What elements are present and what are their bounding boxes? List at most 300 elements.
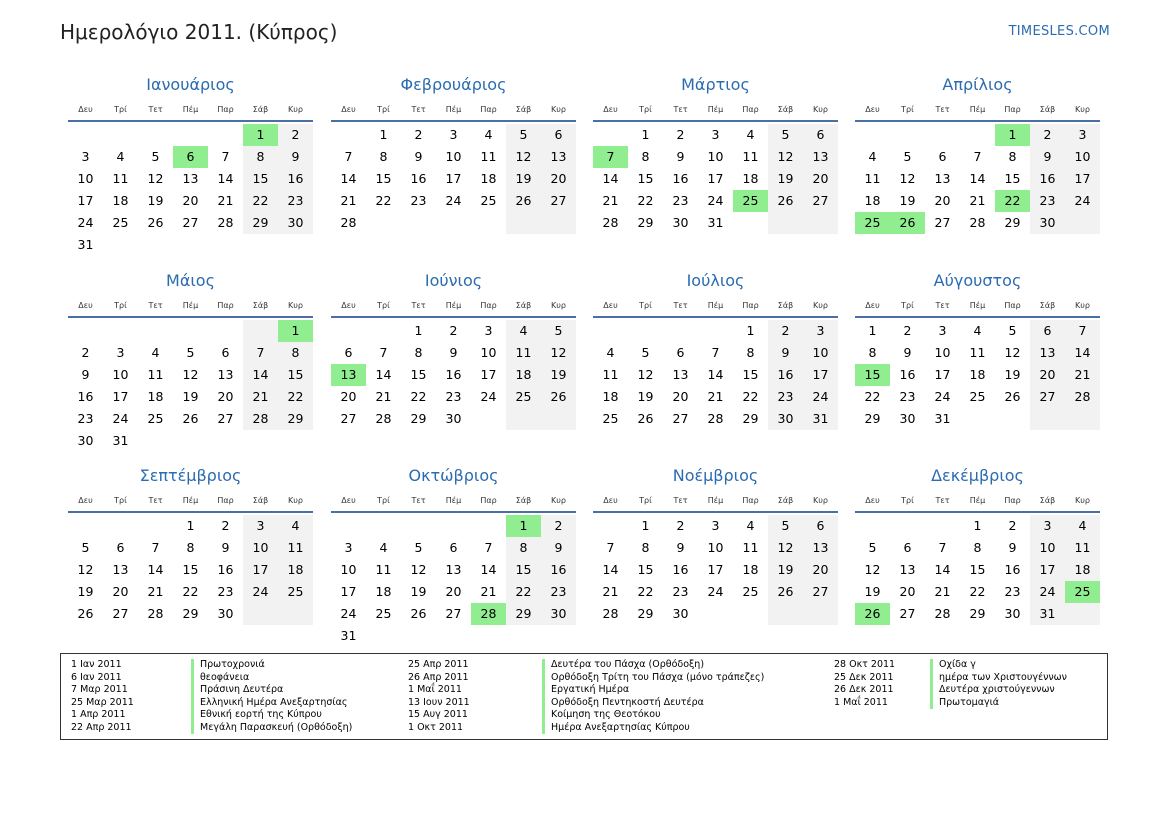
day-cell: 1 [379,127,388,142]
day-cell: 30 [899,411,916,426]
day-cell: 6 [676,345,685,360]
page-title: Ημερολόγιο 2011. (Κύπρος) [60,20,338,44]
day-cell: 6 [116,540,125,555]
weekday-label: Σάβ [515,496,532,505]
day-cell: 22 [864,389,881,404]
month-days [331,320,576,452]
legend-holiday-name: Εθνική εορτή της Κύπρου [191,709,352,722]
weekday-label: Κυρ [551,105,566,114]
day-cell: 20 [812,562,829,577]
legend-holiday-name: Ημέρα Ανεξαρτησίας Κύπρου [542,722,764,735]
day-cell: 4 [606,345,615,360]
day-cell: 14 [252,367,269,382]
legend-holiday-name: Οχίδα γ [930,659,1067,672]
day-cell: 19 [864,584,881,599]
legend-holiday-name: Εργατική Ημέρα [542,684,764,697]
weekday-label: Τρί [114,301,127,310]
day-cell: 23 [217,584,234,599]
day-cell: 14 [969,171,986,186]
day-cell: 26 [410,606,427,621]
day-cell: 18 [147,389,164,404]
day-cell: 15 [375,171,392,186]
day-cell: 26 [550,389,567,404]
month-name: Ιούνιος [424,271,483,290]
month-days [68,515,313,647]
legend-date: 15 Αυγ 2011 [408,709,468,720]
day-cell: 2 [903,323,912,338]
day-cell: 18 [287,562,304,577]
day-cell: 12 [515,149,532,164]
day-cell: 8 [414,345,423,360]
weekday-label: Τρί [901,301,914,310]
holiday-day-cell: 1 [243,124,278,146]
day-cell: 2 [676,518,685,533]
day-cell: 28 [375,411,392,426]
day-cell: 27 [550,193,567,208]
weekday-label: Πέμ [707,105,724,114]
day-cell: 20 [899,584,916,599]
day-cell: 18 [864,193,881,208]
day-cell: 15 [637,562,654,577]
day-cell: 14 [707,367,724,382]
day-cell: 20 [550,171,567,186]
month-calendar [331,266,576,452]
day-cell: 27 [217,411,234,426]
legend-name-column [191,659,352,734]
day-cell: 29 [410,411,427,426]
day-cell: 20 [934,193,951,208]
day-cell: 30 [287,215,304,230]
day-cell: 30 [672,606,689,621]
month-days [593,320,838,452]
day-cell: 17 [707,562,724,577]
weekday-label: Τρί [377,496,390,505]
day-cell: 1 [186,518,195,533]
weekday-header [331,296,576,318]
day-cell: 5 [519,127,528,142]
day-cell: 17 [480,367,497,382]
day-cell: 28 [969,215,986,230]
day-cell: 1 [641,518,650,533]
day-cell: 24 [1074,193,1091,208]
day-cell: 14 [602,171,619,186]
day-cell: 9 [676,540,685,555]
day-cell: 7 [711,345,720,360]
day-cell: 22 [287,389,304,404]
day-cell: 20 [112,584,129,599]
day-cell: 4 [868,149,877,164]
day-cell: 28 [252,411,269,426]
day-cell: 29 [1004,215,1021,230]
day-cell: 8 [186,540,195,555]
day-cell: 14 [375,367,392,382]
day-cell: 10 [1074,149,1091,164]
day-cell: 29 [287,411,304,426]
day-cell: 16 [287,171,304,186]
weekday-label: Τετ [148,496,163,505]
day-cell: 2 [291,127,300,142]
month-days [855,320,1100,452]
day-cell: 9 [449,345,458,360]
day-cell: 21 [340,193,357,208]
day-cell: 26 [777,193,794,208]
weekday-label: Τρί [114,105,127,114]
weekday-label: Παρ [742,301,759,310]
weekday-label: Τρί [114,496,127,505]
day-cell: 27 [672,411,689,426]
day-cell: 29 [864,411,881,426]
weekday-label: Κυρ [813,105,828,114]
day-cell: 24 [934,389,951,404]
day-cell: 20 [340,389,357,404]
day-cell: 10 [252,540,269,555]
day-cell: 8 [746,345,755,360]
legend-holiday-name: Πράσινη Δευτέρα [191,684,352,697]
day-cell: 19 [182,389,199,404]
day-cell: 6 [903,540,912,555]
day-cell: 28 [602,606,619,621]
weekday-label: Σάβ [1039,105,1056,114]
day-cell: 22 [637,584,654,599]
day-cell: 24 [77,215,94,230]
day-cell: 17 [340,584,357,599]
day-cell: 23 [1039,193,1056,208]
day-cell: 3 [344,540,353,555]
day-cell: 14 [602,562,619,577]
day-cell: 21 [602,584,619,599]
weekday-header [855,491,1100,513]
day-cell: 18 [969,367,986,382]
day-cell: 16 [1039,171,1056,186]
day-cell: 24 [812,389,829,404]
day-cell: 7 [973,149,982,164]
day-cell: 31 [707,215,724,230]
day-cell: 5 [781,518,790,533]
day-cell: 15 [1004,171,1021,186]
day-cell: 5 [641,345,650,360]
day-cell: 19 [899,193,916,208]
day-cell: 12 [1004,345,1021,360]
legend-name-column [542,659,764,734]
day-cell: 10 [812,345,829,360]
day-cell: 13 [899,562,916,577]
day-cell: 7 [379,345,388,360]
weekday-label: Δευ [78,496,93,505]
day-cell: 1 [414,323,423,338]
weekday-label: Πέμ [182,301,199,310]
day-cell: 10 [77,171,94,186]
day-cell: 12 [410,562,427,577]
weekday-label: Παρ [742,496,759,505]
weekday-label: Τρί [639,105,652,114]
day-cell: 2 [1043,127,1052,142]
month-calendar [68,70,313,256]
site-brand-link[interactable]: TIMESLES.COM [1008,24,1110,39]
day-cell: 29 [637,606,654,621]
day-cell: 30 [672,215,689,230]
legend-date-column [71,659,134,734]
day-cell: 15 [515,562,532,577]
day-cell: 30 [1004,606,1021,621]
legend-holiday-name: Ελληνική Ημέρα Ανεξαρτησίας [191,697,352,710]
day-cell: 2 [414,127,423,142]
day-cell: 24 [707,193,724,208]
day-cell: 12 [777,540,794,555]
legend-date-column [408,659,470,734]
weekday-label: Τετ [935,105,950,114]
day-cell: 30 [445,411,462,426]
day-cell: 19 [515,171,532,186]
day-cell: 4 [746,518,755,533]
day-cell: 22 [375,193,392,208]
day-cell: 11 [969,345,986,360]
day-cell: 21 [602,193,619,208]
day-cell: 27 [1039,389,1056,404]
day-cell: 17 [112,389,129,404]
day-cell: 5 [554,323,563,338]
day-cell: 23 [899,389,916,404]
legend-date: 25 Δεκ 2011 [834,671,894,683]
day-cell: 15 [410,367,427,382]
day-cell: 28 [1074,389,1091,404]
day-cell: 24 [707,584,724,599]
day-cell: 5 [151,149,160,164]
day-cell: 23 [672,193,689,208]
day-cell: 14 [217,171,234,186]
weekday-label: Παρ [217,105,234,114]
day-cell: 6 [449,540,458,555]
month-calendar [68,461,313,647]
day-cell: 13 [812,540,829,555]
day-cell: 8 [641,540,650,555]
day-cell: 14 [340,171,357,186]
weekday-header [855,100,1100,122]
day-cell: 9 [1008,540,1017,555]
weekday-label: Τετ [935,496,950,505]
holiday-day-cell: 15 [855,364,890,386]
day-cell: 5 [414,540,423,555]
weekday-label: Τετ [935,301,950,310]
day-cell: 4 [746,127,755,142]
weekday-label: Τρί [377,301,390,310]
day-cell: 17 [812,367,829,382]
weekday-label: Τρί [901,105,914,114]
day-cell: 13 [217,367,234,382]
day-cell: 27 [445,606,462,621]
month-name: Αύγουστος [933,271,1022,290]
day-cell: 26 [182,411,199,426]
day-cell: 26 [147,215,164,230]
month-calendar [331,461,576,647]
day-cell: 25 [112,215,129,230]
day-cell: 4 [973,323,982,338]
weekday-label: Κυρ [551,301,566,310]
weekday-header [68,296,313,318]
day-cell: 11 [742,149,759,164]
day-cell: 8 [519,540,528,555]
weekday-label: Κυρ [1075,496,1090,505]
day-cell: 22 [252,193,269,208]
weekday-label: Τετ [673,496,688,505]
weekday-label: Σάβ [252,496,269,505]
day-cell: 21 [375,389,392,404]
holiday-day-cell: 22 [995,190,1030,212]
month-name: Ιούλιος [686,271,745,290]
day-cell: 12 [899,171,916,186]
legend-date: 25 Απρ 2011 [408,659,469,670]
day-cell: 27 [182,215,199,230]
day-cell: 22 [182,584,199,599]
day-cell: 7 [256,345,265,360]
year-calendar-grid [68,70,1102,650]
weekday-label: Πέμ [182,496,199,505]
month-calendar [331,70,576,256]
month-name: Μάιος [166,271,215,290]
day-cell: 1 [746,323,755,338]
day-cell: 18 [742,171,759,186]
legend-date: 28 Οκτ 2011 [834,659,896,670]
day-cell: 7 [1078,323,1087,338]
day-cell: 9 [781,345,790,360]
day-cell: 12 [864,562,881,577]
day-cell: 12 [777,149,794,164]
weekday-label: Τετ [673,301,688,310]
day-cell: 11 [742,540,759,555]
day-cell: 24 [445,193,462,208]
day-cell: 10 [112,367,129,382]
weekday-label: Πέμ [969,301,986,310]
legend-date: 6 Ιαν 2011 [71,671,122,683]
weekday-label: Τετ [411,105,426,114]
weekday-label: Σάβ [1039,496,1056,505]
day-cell: 10 [934,345,951,360]
day-cell: 19 [550,367,567,382]
day-cell: 29 [969,606,986,621]
month-calendar [593,266,838,452]
month-calendar [855,461,1100,647]
weekday-header [593,296,838,318]
day-cell: 29 [742,411,759,426]
day-cell: 31 [340,628,357,643]
day-cell: 16 [410,171,427,186]
day-cell: 10 [340,562,357,577]
holiday-day-cell: 1 [506,515,541,537]
day-cell: 12 [550,345,567,360]
day-cell: 3 [1043,518,1052,533]
day-cell: 19 [77,584,94,599]
day-cell: 21 [969,193,986,208]
day-cell: 11 [375,562,392,577]
day-cell: 7 [606,540,615,555]
weekday-label: Σάβ [1039,301,1056,310]
weekday-label: Πέμ [445,301,462,310]
day-cell: 13 [550,149,567,164]
day-cell: 17 [1039,562,1056,577]
day-cell: 20 [812,171,829,186]
day-cell: 8 [641,149,650,164]
day-cell: 21 [480,584,497,599]
day-cell: 5 [186,345,195,360]
holiday-day-cell: 25 [733,190,768,212]
day-cell: 2 [676,127,685,142]
weekday-label: Σάβ [252,105,269,114]
day-cell: 20 [445,584,462,599]
day-cell: 23 [1004,584,1021,599]
holiday-legend [60,653,1108,740]
day-cell: 14 [1074,345,1091,360]
day-cell: 11 [480,149,497,164]
day-cell: 6 [816,518,825,533]
day-cell: 13 [1039,345,1056,360]
day-cell: 31 [77,237,94,252]
weekday-label: Δευ [603,301,618,310]
day-cell: 15 [637,171,654,186]
weekday-label: Κυρ [551,496,566,505]
weekday-label: Κυρ [1075,301,1090,310]
weekday-label: Τρί [639,496,652,505]
month-calendar [855,266,1100,452]
day-cell: 15 [969,562,986,577]
weekday-label: Κυρ [813,301,828,310]
day-cell: 16 [445,367,462,382]
month-days [68,320,313,452]
day-cell: 24 [1039,584,1056,599]
day-cell: 8 [379,149,388,164]
day-cell: 19 [777,171,794,186]
day-cell: 18 [602,389,619,404]
day-cell: 23 [410,193,427,208]
holiday-day-cell: 25 [1065,581,1100,603]
holiday-day-cell: 13 [331,364,366,386]
day-cell: 23 [287,193,304,208]
day-cell: 6 [221,345,230,360]
day-cell: 11 [112,171,129,186]
weekday-label: Δευ [865,105,880,114]
day-cell: 7 [938,540,947,555]
day-cell: 27 [812,193,829,208]
day-cell: 7 [484,540,493,555]
day-cell: 11 [864,171,881,186]
day-cell: 16 [899,367,916,382]
day-cell: 6 [816,127,825,142]
day-cell: 25 [480,193,497,208]
weekday-label: Κυρ [288,301,303,310]
day-cell: 13 [672,367,689,382]
weekday-label: Παρ [1004,301,1021,310]
day-cell: 10 [445,149,462,164]
day-cell: 22 [637,193,654,208]
weekday-label: Πέμ [182,105,199,114]
day-cell: 25 [515,389,532,404]
day-cell: 28 [340,215,357,230]
month-name: Σεπτέμβριος [139,466,242,485]
day-cell: 29 [637,215,654,230]
day-cell: 4 [291,518,300,533]
day-cell: 14 [480,562,497,577]
day-cell: 19 [637,389,654,404]
weekday-header [593,100,838,122]
day-cell: 6 [554,127,563,142]
weekday-label: Τετ [673,105,688,114]
day-cell: 9 [903,345,912,360]
weekday-label: Σάβ [515,301,532,310]
day-cell: 18 [375,584,392,599]
day-cell: 4 [379,540,388,555]
day-cell: 7 [344,149,353,164]
day-cell: 12 [147,171,164,186]
month-calendar [68,266,313,452]
weekday-label: Τετ [148,105,163,114]
